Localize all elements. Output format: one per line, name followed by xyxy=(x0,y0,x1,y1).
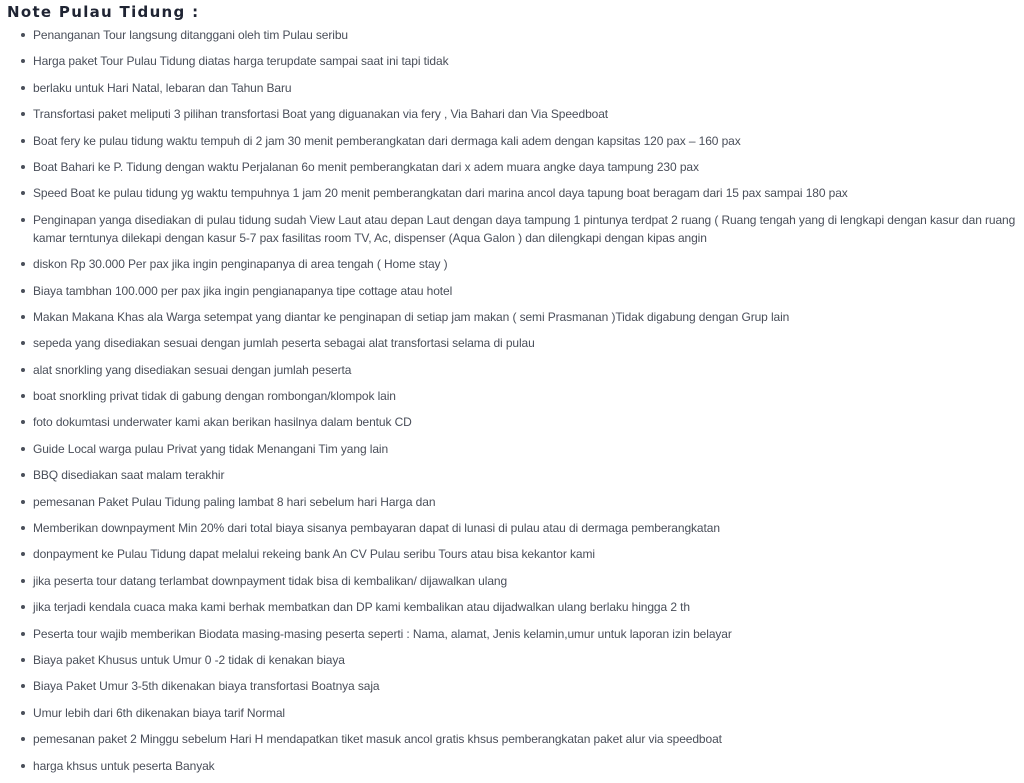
list-item xyxy=(0,132,1024,150)
list-item-text: Penanganan Tour langsung ditanggani oleh tim Pulau seribu xyxy=(33,28,348,42)
list-item xyxy=(0,757,1024,775)
list-item-text: Peserta tour wajib memberikan Biodata masing-masing peserta seperti : Nama, alamat, Jenis kelamin,umur untuk laporan izin belayar xyxy=(33,626,732,641)
bullet-icon xyxy=(21,737,25,741)
bullet-icon xyxy=(21,289,25,293)
bullet-icon xyxy=(21,526,25,530)
list-item-text: harga khsus untuk peserta Banyak xyxy=(33,758,215,773)
list-item xyxy=(0,730,1024,748)
bullet-icon xyxy=(21,218,25,222)
list-item-text: BBQ disediakan saat malam terakhir xyxy=(33,468,225,483)
bullet-icon xyxy=(21,139,25,143)
bullet-icon xyxy=(21,33,25,37)
list-item xyxy=(0,334,1024,352)
list-item-text: Biaya Paket Umur 3-5th dikenakan biaya transfortasi Boatnya saja xyxy=(33,679,380,694)
bullet-icon xyxy=(21,394,25,398)
list-item-text: Speed Boat ke pulau tidung yg waktu tempuhnya 1 jam 20 menit pemberangkatan dari marina ancol daya tapung boat beragam dari 15 pax sampai 180 pax xyxy=(33,186,848,201)
list-item xyxy=(0,361,1024,379)
bullet-icon xyxy=(21,579,25,583)
list-item-text: Boat Bahari ke P. Tidung dengan waktu Perjalanan 6o menit pemberangkatan dari x adem muara angke daya tampung 230 pax xyxy=(33,159,699,174)
list-item xyxy=(0,387,1024,405)
bullet-icon xyxy=(21,658,25,662)
bullet-icon xyxy=(21,368,25,372)
bullet-icon xyxy=(21,191,25,195)
list-item xyxy=(0,158,1024,176)
bullet-icon xyxy=(21,165,25,169)
list-item xyxy=(0,519,1024,537)
list-item-text: jika terjadi kendala cuaca maka kami berhak membatkan dan DP kami kembalikan atau dijadwalkan ulang berlaku hingga 2 th xyxy=(33,600,690,615)
list-item-text: Penginapan yanga disediakan di pulau tidung sudah View Laut atau depan Laut dengan daya tampung 1 pintunya terdpat 2 ruang ( Ruang tengah yang di lengkapi dengan kasur dan ruang kamar terntunya dilekapi dengan kasur 5-7 pax fasilitas room TV, Ac, dispenser (Aqua Galon ) dan dilengkapi dengan kipas angin xyxy=(33,212,1016,245)
list-item-text: boat snorkling privat tidak di gabung dengan rombongan/klompok lain xyxy=(33,389,396,404)
list-item xyxy=(0,26,1024,44)
note-list xyxy=(0,26,1024,783)
list-item-text: Biaya tambhan 100.000 per pax jika ingin pengianapanya tipe cottage atau hotel xyxy=(33,283,453,298)
bullet-icon xyxy=(21,552,25,556)
list-item-text: pemesanan Paket Pulau Tidung paling lambat 8 hari sebelum hari Harga dan xyxy=(33,494,436,509)
list-item xyxy=(0,52,1024,70)
list-item-text: berlaku untuk Hari Natal, lebaran dan Tahun Baru xyxy=(33,80,292,95)
list-item xyxy=(0,413,1024,431)
list-item-text: pemesanan paket 2 Minggu sebelum Hari H mendapatkan tiket masuk ancol gratis khsus pemberangkatan paket alur via speedboat xyxy=(33,732,722,747)
bullet-icon xyxy=(21,262,25,266)
list-item-text: jika peserta tour datang terlambat downpayment tidak bisa di kembalikan/ dijawalkan ulang xyxy=(33,573,508,588)
list-item-text: diskon Rp 30.000 Per pax jika ingin penginapanya di area tengah ( Home stay ) xyxy=(33,257,448,272)
list-item xyxy=(0,105,1024,123)
bullet-icon xyxy=(21,341,25,345)
bullet-icon xyxy=(21,420,25,424)
list-item xyxy=(0,282,1024,300)
list-item xyxy=(0,308,1024,326)
list-item xyxy=(0,493,1024,511)
list-item xyxy=(0,625,1024,643)
list-item xyxy=(0,79,1024,97)
list-item xyxy=(0,211,1024,247)
list-item-text: donpayment ke Pulau Tidung dapat melalui rekeing bank An CV Pulau seribu Tours atau bisa kekantor kami xyxy=(33,547,595,562)
list-item-text: Biaya paket Khusus untuk Umur 0 -2 tidak di kenakan biaya xyxy=(33,652,345,667)
list-item-text: foto dokumtasi underwater kami akan berikan hasilnya dalam bentuk CD xyxy=(33,415,412,430)
list-item xyxy=(0,440,1024,458)
list-item-text: sepeda yang disediakan sesuai dengan jumlah peserta sebagai alat transfortasi selama di pulau xyxy=(33,336,535,351)
bullet-icon xyxy=(21,112,25,116)
list-item xyxy=(0,545,1024,563)
bullet-icon xyxy=(21,500,25,504)
list-item-text: Makan Makana Khas ala Warga setempat yang diantar ke penginapan di setiap jam makan ( semi Prasmanan )Tidak digabung dengan Grup lain xyxy=(33,309,790,324)
bullet-icon xyxy=(21,632,25,636)
bullet-icon xyxy=(21,86,25,90)
bullet-icon xyxy=(21,605,25,609)
list-item-text: Memberikan downpayment Min 20% dari total biaya sisanya pembayaran dapat di lunasi di pulau atau di dermaga pemberangkatan xyxy=(33,521,720,536)
list-item xyxy=(0,255,1024,273)
bullet-icon xyxy=(21,711,25,715)
list-item xyxy=(0,704,1024,722)
list-item-text: Umur lebih dari 6th dikenakan biaya tarif Normal xyxy=(33,705,285,720)
bullet-icon xyxy=(21,764,25,768)
list-item xyxy=(0,466,1024,484)
bullet-icon xyxy=(21,447,25,451)
bullet-icon xyxy=(21,684,25,688)
list-item xyxy=(0,651,1024,669)
list-item xyxy=(0,598,1024,616)
list-item-text: Guide Local warga pulau Privat yang tidak Menangani Tim yang lain xyxy=(33,441,389,456)
list-item-text: Transfortasi paket meliputi 3 pilihan transfortasi Boat yang diguanakan via fery , Via Bahari dan Via Speedboat xyxy=(33,107,609,122)
list-item xyxy=(0,184,1024,202)
list-item-text: Harga paket Tour Pulau Tidung diatas harga terupdate sampai saat ini tapi tidak xyxy=(33,54,449,69)
bullet-icon xyxy=(21,59,25,63)
list-item xyxy=(0,572,1024,590)
note-title: Note Pulau Tidung : xyxy=(7,3,200,21)
bullet-icon xyxy=(21,315,25,319)
list-item-text: Boat fery ke pulau tidung waktu tempuh di 2 jam 30 menit pemberangkatan dari dermaga kali adem dengan kapsitas 120 pax – 160 pax xyxy=(33,133,741,148)
list-item xyxy=(0,677,1024,695)
bullet-icon xyxy=(21,473,25,477)
list-item-text: alat snorkling yang disediakan sesuai dengan jumlah peserta xyxy=(33,362,352,377)
